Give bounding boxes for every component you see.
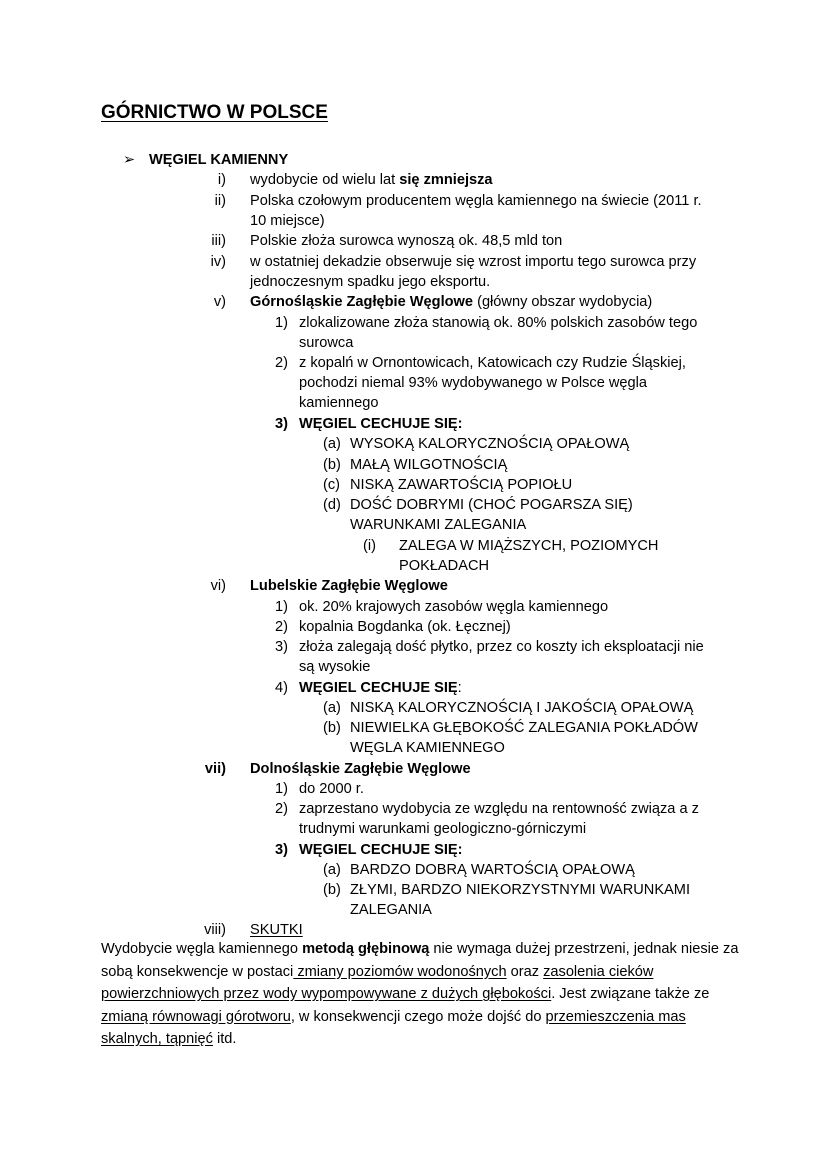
paragraph-underlined: zmianą równowagi górotworu [101, 1008, 291, 1025]
item-marker-i: i) [217, 172, 226, 188]
paragraph-underlined: przemieszczenia mas skalnych, tąpnięć [101, 1008, 686, 1047]
vi-sub-3-line2: są wysokie [299, 659, 371, 675]
vii-sub-2-line2: trudnymi warunkami geologiczno-górniczymi [299, 821, 587, 837]
item-marker-vi: vi) [210, 578, 226, 594]
item-marker-v: v) [213, 294, 226, 310]
v-d-i-line2: POKŁADACH [399, 558, 490, 574]
item-iv-line2: jednoczesnym spadku jego eksportu. [250, 274, 491, 290]
vi-sub-1: ok. 20% krajowych zasobów węgla kamiennego [299, 599, 609, 615]
vii-sub-marker-1: 1) [275, 781, 288, 797]
section-heading-text: WĘGIEL KAMIENNY [149, 152, 289, 168]
paragraph-text: oraz [506, 963, 544, 980]
vi-sub-4-bold: WĘGIEL CECHUJE SIĘ [299, 680, 458, 696]
paragraph-underlined: zmiany poziomów wodonośnych [293, 963, 507, 980]
section-heading [123, 150, 288, 170]
vii-b-line1: ZŁYMI, BARDZO NIEKORZYSTNYMI WARUNKAMI [350, 882, 691, 898]
item-i [250, 170, 493, 190]
item-marker-ii: ii) [214, 193, 226, 209]
vi-b-line1: NIEWIELKA GŁĘBOKOŚĆ ZALEGANIA POKŁADÓW [350, 720, 698, 736]
item-v [250, 292, 652, 312]
item-vi: Lubelskie Zagłębie Węglowe [250, 578, 448, 594]
vii-sub-marker-3: 3) [275, 842, 288, 858]
item-i-text: wydobycie od wielu lat [250, 172, 400, 188]
item-iv-line1: w ostatniej dekadzie obserwuje się wzrost importu tego surowca przy [250, 254, 697, 270]
vi-a: NISKĄ KALORYCZNOŚCIĄ I JAKOŚCIĄ OPAŁOWĄ [350, 700, 694, 716]
item-marker-vii: vii) [204, 761, 226, 777]
vii-marker-b: (b) [323, 882, 341, 898]
item-marker-iv: iv) [210, 254, 226, 270]
vii-sub-1: do 2000 r. [299, 781, 364, 797]
v-marker-b: (b) [323, 457, 341, 473]
vi-sub-4 [299, 678, 462, 698]
v-marker-d: (d) [323, 497, 341, 513]
vi-sub-2: kopalnia Bogdanka (ok. Łęcznej) [299, 619, 511, 635]
consequences-paragraph [101, 938, 741, 1051]
item-v-rest: (główny obszar wydobycia) [473, 294, 653, 310]
vi-b-line2: WĘGLA KAMIENNEGO [350, 740, 505, 756]
v-marker-c: (c) [323, 477, 341, 493]
v-d-marker-i: (i) [363, 538, 376, 554]
item-i-bold: się zmniejsza [399, 172, 493, 188]
v-sub-1-line2: surowca [299, 335, 354, 351]
item-marker-iii: iii) [211, 233, 226, 249]
v-d-line1: DOŚĆ DOBRYMI (CHOĆ POGARSZA SIĘ) [350, 497, 633, 513]
paragraph-text: . Jest związane także ze [551, 986, 710, 1002]
v-sub-2-line2: pochodzi niemal 93% wydobywanego w Polsce węgla [299, 375, 648, 391]
v-sub-marker-1: 1) [275, 315, 288, 331]
paragraph-text: , w konsekwencji czego może dojść do [290, 1008, 546, 1025]
paragraph-underlined: zasolenia cieków powierzchniowych przez wody wypompowywane z dużych głębokości [101, 963, 654, 1002]
v-sub-marker-2: 2) [275, 355, 288, 371]
paragraph-bold: metodą głębinową [302, 941, 430, 957]
v-sub-2-line1: z kopalń w Ornontowicach, Katowicach czy Rudzie Śląskiej, [299, 355, 686, 371]
v-d-line2: WARUNKAMI ZALEGANIA [350, 517, 527, 533]
item-iii: Polskie złoża surowca wynoszą ok. 48,5 mld ton [250, 233, 563, 249]
v-d-i-line1: ZALEGA W MIĄŻSZYCH, POZIOMYCH [399, 538, 659, 554]
item-v-bold: Górnośląskie Zagłębie Węglowe [250, 294, 474, 310]
vii-a: BARDZO DOBRĄ WARTOŚCIĄ OPAŁOWĄ [350, 862, 635, 878]
paragraph-text: Wydobycie węgla kamiennego [101, 941, 303, 957]
vii-sub-2-line1: zaprzestano wydobycia ze względu na rentowność związa a z [299, 801, 699, 817]
v-sub-2-line3: kamiennego [299, 395, 379, 411]
vi-sub-4-rest: : [457, 680, 462, 696]
paragraph-text: nie wymaga dużej przestrzeni, jednak niesie za sobą konsekwencje w postaci [101, 941, 739, 980]
vi-sub-3-line1: złoża zalegają dość płytko, przez co koszty ich eksploatacji nie [299, 639, 704, 655]
item-vii: Dolnośląskie Zagłębie Węglowe [250, 761, 471, 777]
vi-sub-marker-4: 4) [275, 680, 288, 696]
vi-sub-marker-3: 3) [275, 639, 288, 655]
vii-marker-a: (a) [323, 862, 341, 878]
v-sub-1-line1: zlokalizowane złoża stanowią ok. 80% polskich zasobów tego [299, 315, 698, 331]
item-marker-viii: viii) [204, 922, 226, 938]
v-sub-3: WĘGIEL CECHUJE SIĘ: [299, 416, 463, 432]
vi-marker-a: (a) [323, 700, 341, 716]
vii-b-line2: ZALEGANIA [350, 902, 432, 918]
vi-sub-marker-2: 2) [275, 619, 288, 635]
arrow-bullet-icon: ➢ [123, 152, 136, 168]
vii-sub-3: WĘGIEL CECHUJE SIĘ: [299, 842, 463, 858]
vi-sub-marker-1: 1) [275, 599, 288, 615]
paragraph-text: itd. [212, 1031, 237, 1047]
item-ii-line1: Polska czołowym producentem węgla kamiennego na świecie (2011 r. [250, 193, 702, 209]
v-b: MAŁĄ WILGOTNOŚCIĄ [350, 457, 508, 473]
v-sub-marker-3: 3) [275, 416, 288, 432]
v-a: WYSOKĄ KALORYCZNOŚCIĄ OPAŁOWĄ [350, 436, 630, 452]
item-viii: SKUTKI [250, 922, 303, 938]
vii-sub-marker-2: 2) [275, 801, 288, 817]
item-ii-line2: 10 miejsce) [250, 213, 325, 229]
vi-marker-b: (b) [323, 720, 341, 736]
v-c: NISKĄ ZAWARTOŚCIĄ POPIOŁU [350, 477, 573, 493]
page-title: GÓRNICTWO W POLSCE [101, 102, 328, 123]
v-marker-a: (a) [323, 436, 341, 452]
